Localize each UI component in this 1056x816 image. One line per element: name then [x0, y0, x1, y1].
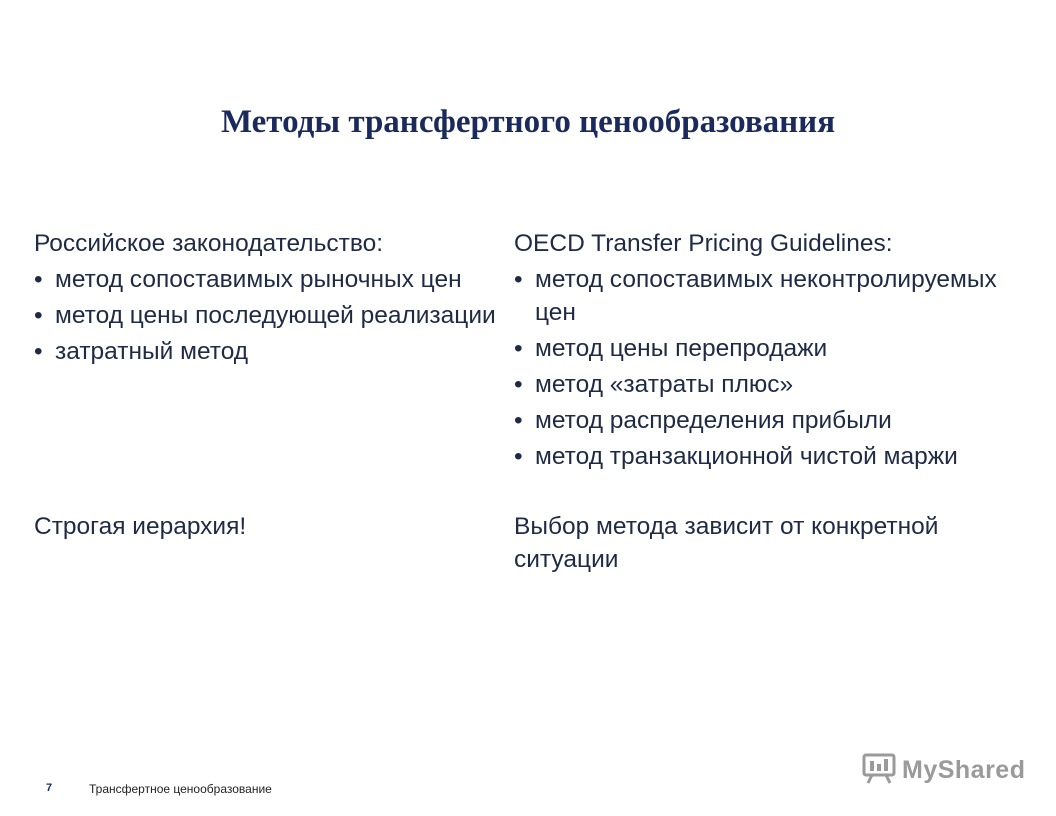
list-item-text: метод транзакционной чистой маржи: [535, 443, 958, 470]
list-item: [34, 335, 504, 368]
right-method-list: [514, 263, 1014, 473]
footer-text: Трансфертное ценообразование: [89, 782, 272, 796]
bullet: •: [514, 266, 523, 293]
watermark-logo[interactable]: [862, 752, 1025, 788]
right-column-heading: OECD Transfer Pricing Guidelines:: [514, 230, 893, 257]
bullet: •: [34, 302, 43, 329]
list-item-text: метод распределения прибыли: [535, 407, 892, 434]
list-item: [514, 404, 1014, 437]
bullet: •: [514, 407, 523, 434]
left-column-heading: Российское законодательство:: [34, 230, 384, 257]
list-item-text: метод сопоставимых рыночных цен: [55, 266, 462, 293]
list-item: [34, 263, 504, 296]
list-item: [514, 332, 1014, 365]
slide-title: Методы трансфертного ценообразования: [220, 104, 836, 140]
right-column: [514, 227, 1014, 476]
right-note: Выбор метода зависит от конкретной ситуации: [514, 513, 939, 573]
list-item: [514, 440, 1014, 473]
list-item-text: метод «затраты плюс»: [535, 371, 794, 398]
page-number: 7: [46, 782, 53, 794]
watermark-text: MyShared: [902, 755, 1026, 784]
list-item: [514, 263, 1014, 329]
left-column: [34, 227, 504, 371]
presentation-board-icon: [862, 752, 896, 789]
bullet: •: [34, 266, 43, 293]
list-item-text: метод цены последующей реализации: [55, 302, 496, 329]
list-item: [34, 299, 504, 332]
left-method-list: [34, 263, 504, 368]
list-item-text: затратный метод: [55, 338, 249, 365]
list-item-text: метод сопоставимых неконтролируемых цен: [535, 266, 997, 326]
bullet: •: [514, 371, 523, 398]
bullet: •: [514, 335, 523, 362]
bullet: •: [514, 443, 523, 470]
list-item-text: метод цены перепродажи: [535, 335, 828, 362]
list-item: [514, 368, 1014, 401]
bullet: •: [34, 338, 43, 365]
left-note: Строгая иерархия!: [34, 513, 247, 540]
